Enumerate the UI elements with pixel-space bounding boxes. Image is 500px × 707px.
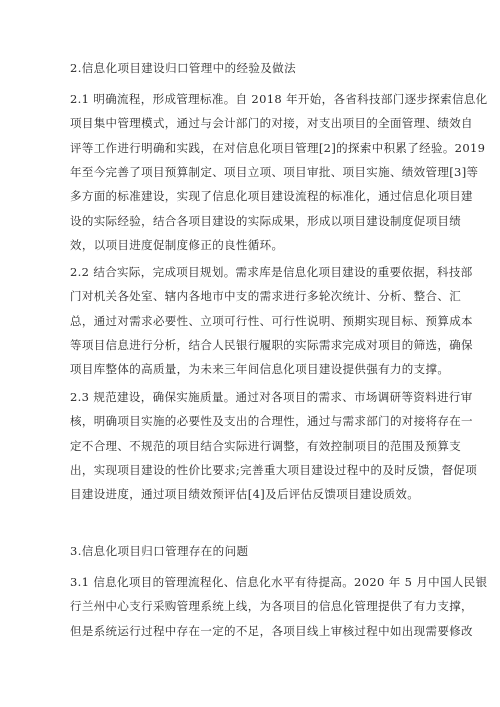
paragraph-2-3 — [70, 385, 478, 507]
paragraph-line: 项目集中管理模式，通过与会计部门的对接，对支出项目的全面管理、绩效自 — [70, 116, 473, 131]
paragraph-3-1 — [70, 570, 488, 643]
paragraph-line: 评等工作进行明确和实践，在对信息化项目管理[2]的探索中积累了经验。2019 — [70, 140, 486, 155]
section-3-heading: 3.信息化项目归口管理存在的问题 — [70, 544, 249, 558]
paragraph-line: 目建设进度，通过项目绩效预评估[4]及后评估反馈项目建设质效。 — [70, 487, 420, 502]
paragraph-line: 但是系统运行过程中存在一定的不足，各项目线上审核过程中如出现需要修改 — [70, 623, 473, 638]
paragraph-line: 核，明确项目实施的必要性及支出的合理性，通过与需求部门的对接将存在一 — [70, 414, 473, 429]
section-2-heading: 2.信息化项目建设归口管理中的经验及做法 — [70, 61, 296, 75]
paragraph-line: 2.2 结合实际，完成项目规划。需求库是信息化项目建设的重要依据，科技部 — [70, 265, 473, 279]
paragraph-2-1 — [70, 87, 488, 257]
paragraph-line: 年至今完善了项目预算制定、项目立项、项目审批、项目实施、绩效管理[3]等 — [70, 165, 479, 180]
paragraph-line: 3.1 信息化项目的管理流程化、信息化水平有待提高。2020 年 5 月中国人民银 — [70, 575, 488, 589]
paragraph-line: 出，实现项目建设的性价比要求;完善重大项目建设过程中的及时反馈，督促项 — [70, 463, 478, 478]
paragraph-line: 等项目信息进行分析，结合人民银行履职的实际需求完成对项目的筛选，确保 — [70, 338, 473, 353]
paragraph-line: 总，通过对需求必要性、立项可行性、可行性说明、预期实现目标、预算成本 — [70, 313, 473, 328]
paragraph-line: 2.1 明确流程，形成管理标准。自 2018 年开始，各省科技部门逐步探索信息化 — [70, 92, 488, 106]
paragraph-line: 门对机关各处室、辖内各地市中支的需求进行多轮次统计、分析、整合、汇 — [70, 289, 462, 304]
paragraph-line: 行兰州中心支行采购管理系统上线，为各项目的信息化管理提供了有力支撑， — [70, 599, 473, 614]
paragraph-line: 设的实际经验，结合各项目建设的实际成果，形成以项目建设制度促项目绩 — [70, 213, 462, 228]
paragraph-line: 2.3 规范建设，确保实施质量。通过对各项目的需求、市场调研等资料进行审 — [70, 390, 473, 404]
paragraph-line: 效，以项目进度促制度修正的良性循环。 — [70, 238, 284, 253]
paragraph-line: 项目库整体的高质量，为未来三年间信息化项目建设提供强有力的支撑。 — [70, 362, 450, 377]
paragraph-line: 多方面的标准建设，实现了信息化项目建设流程的标准化，通过信息化项目建 — [70, 189, 473, 204]
paragraph-line: 定不合理、不规范的项目结合实际进行调整，有效控制项目的范围及预算支 — [70, 438, 462, 453]
paragraph-2-2 — [70, 260, 473, 382]
